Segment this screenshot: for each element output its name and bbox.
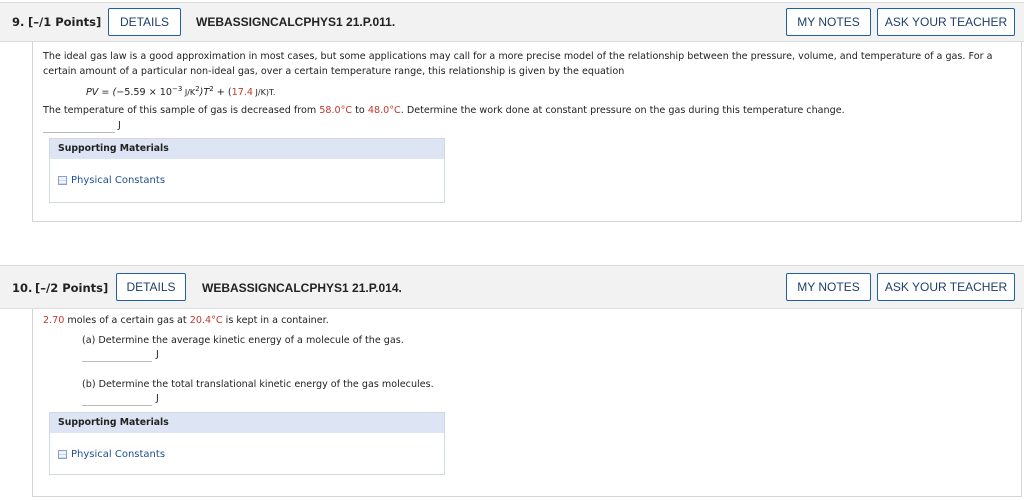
question-10-points: [–/2 Points] — [35, 281, 109, 295]
question-10-id: WEBASSIGNCALCPHYS1 21.P.014. — [202, 281, 402, 295]
supporting-materials-title: Supporting Materials — [50, 413, 444, 433]
physical-constants-link[interactable] — [58, 449, 165, 460]
document-icon — [58, 176, 67, 185]
question-10-part-a-unit: J — [156, 349, 159, 360]
question-10-my-notes-button[interactable]: MY NOTES — [786, 273, 871, 301]
question-10-ask-teacher-button[interactable]: ASK YOUR TEACHER — [877, 273, 1015, 301]
question-10-number: 10. — [12, 281, 33, 295]
question-9-supporting-materials — [49, 138, 445, 203]
question-10-part-b: (b) Determine the total translational kinetic energy of the gas molecules. — [82, 379, 434, 390]
question-9-prompt: The temperature of this sample of gas is decreased from 58.0°C to 48.0°C. Determine the work done at constant pressure on the gas during this temperature change. — [43, 105, 845, 116]
question-10-part-a: (a) Determine the average kinetic energy of a molecule of the gas. — [82, 335, 404, 346]
physical-constants-label[interactable]: Physical Constants — [71, 449, 166, 460]
question-9-intro-line2: certain amount of a particular non-ideal gas, over a certain temperature range, this relationship is given by the equation — [43, 66, 625, 77]
question-9-number: 9. — [12, 15, 25, 29]
question-9-id: WEBASSIGNCALCPHYS1 21.P.011. — [196, 15, 396, 29]
supporting-materials-title: Supporting Materials — [50, 139, 444, 159]
question-9-unit: J — [118, 120, 121, 131]
question-9-details-button[interactable]: DETAILS — [108, 8, 181, 36]
question-10-part-b-input[interactable] — [82, 405, 152, 406]
question-9-ask-teacher-button[interactable]: ASK YOUR TEACHER — [877, 8, 1015, 36]
question-9-answer-input[interactable] — [43, 132, 115, 133]
question-9-equation: PV = ($-5.59 \times 10^{-3}$ $J/K^2)T^2 + (17.4$ J/K)T. — [86, 85, 276, 99]
physical-constants-link[interactable] — [58, 175, 165, 186]
question-10-part-b-unit: J — [156, 393, 159, 404]
question-9-my-notes-button[interactable]: MY NOTES — [786, 8, 871, 36]
question-10-details-button[interactable]: DETAILS — [116, 273, 186, 301]
question-10-part-a-input[interactable] — [82, 361, 152, 362]
document-icon — [58, 450, 67, 459]
physical-constants-label[interactable]: Physical Constants — [71, 175, 166, 186]
question-10-supporting-materials — [49, 412, 445, 475]
question-9-points: [–/1 Points] — [28, 15, 102, 29]
question-9-intro-line1: The ideal gas law is a good approximation in most cases, but some applications may call for a more precise model of the relationship between the pressure, volume, and temperature of a gas. For a — [43, 51, 993, 62]
question-10-prompt: 2.70 moles of a certain gas at 20.4°C is kept in a container. — [43, 315, 329, 326]
